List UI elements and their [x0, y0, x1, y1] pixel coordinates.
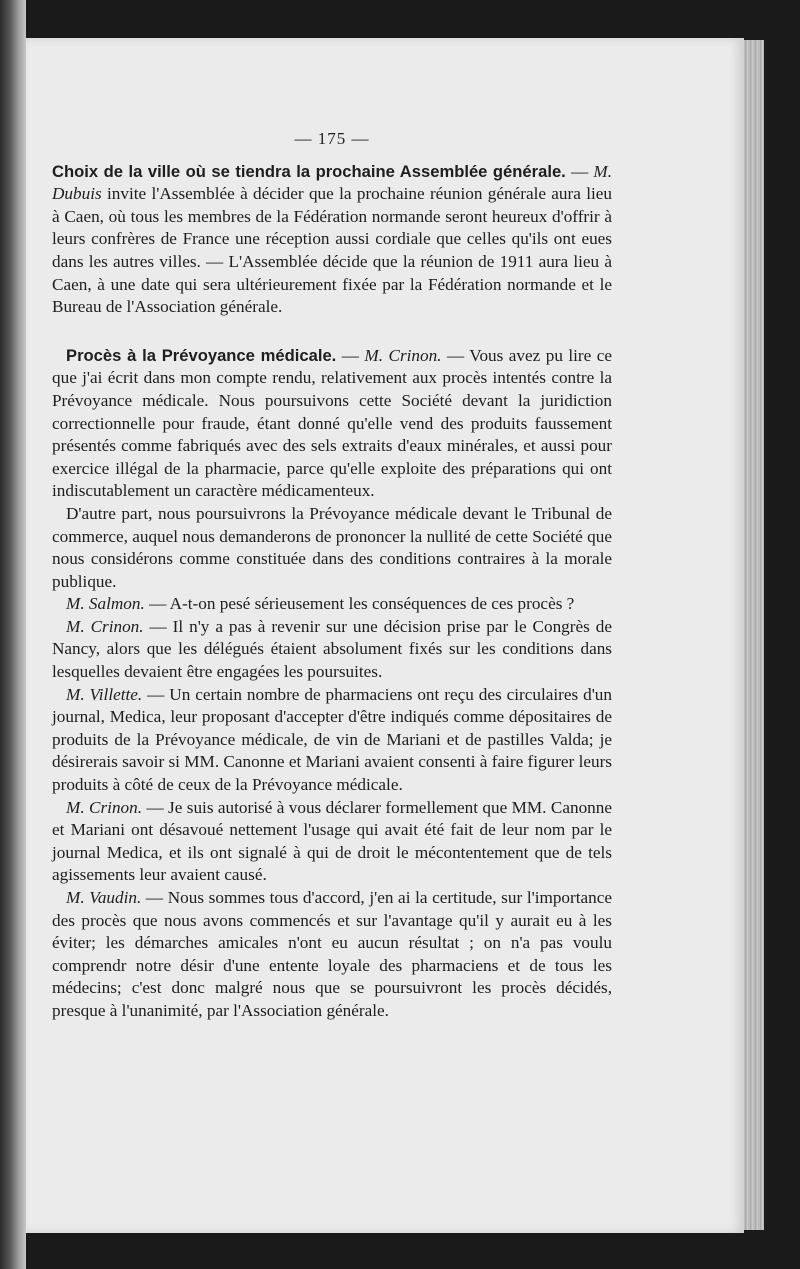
paragraph-text: — Je suis autorisé à vous déclarer formellement que MM. Canonne et Mariani ont désavoué nettement l'usage qui avait été fait de leur nom par le journal Medica, et ils ont signalé à qui de droit le mécontentement que de tels agissements leur avaient causé. — [52, 797, 612, 885]
paragraph — [52, 887, 612, 1023]
paragraph-text: — Un certain nombre de pharmaciens ont reçu des circulaires d'un journal, Medica, leur proposant d'accepter d'être indiqués comme dépositaires de produits de la Prévoyance médicale, de vin de Mariani et de pastilles Valda; je désirerais savoir si MM. Canonne et Mariani avaient consenti à faire figurer leurs produits à côté de ceux de la Prévoyance médicale. — [52, 684, 612, 795]
speaker-name: M. Vaudin. — [66, 888, 142, 907]
speaker-name: M. Crinon. — [66, 797, 143, 817]
book-left-edge — [0, 0, 26, 1269]
paragraph-text: — Vous avez pu lire ce que j'ai écrit dans mon compte rendu, relativement aux procès intentés contre la Prévoyance médicale. Nous poursuivons cette Société devant la juridiction correctionnelle pour fraude, étant donné qu'elle vend des produits faussement présentés comme fabriqués avec des sels extraits d'eaux minérales, et aussi pour exercice illégal de la pharmacie, parce qu'elle exploite des préparations qui ont indiscutablement un caractère médicamenteux. — [52, 345, 612, 501]
paragraph-choix-ville — [52, 161, 612, 319]
section-heading: Choix de la ville où se tiendra la prochaine Assemblée générale. — [52, 161, 566, 181]
speaker-name: M. Dubuis — [52, 161, 612, 204]
speaker-name: M. Salmon. — [66, 594, 145, 614]
speaker-name: M. Villette. — [66, 684, 143, 704]
paragraph — [52, 684, 612, 797]
paragraph-text: D'autre part, nous poursuivrons la Prévoyance médicale devant le Tribunal de commerce, auquel nous demanderons de prononcer la nullité de cette Société que nous considérons comme constituée dans des conditions contraires à la morale publique. — [52, 503, 612, 591]
dash: — — [336, 345, 365, 365]
paragraph — [52, 503, 612, 593]
page-number: — 175 — — [294, 129, 370, 148]
dash: — — [565, 161, 594, 181]
page-stack-edge — [744, 40, 764, 1230]
paragraph-proces — [52, 345, 612, 503]
page-text — [52, 128, 612, 1023]
paragraph-text: — Nous sommes tous d'accord, j'en ai la certitude, sur l'importance des procès que nous avons commencés et sur l'avantage qu'il y aurait eu à les éviter; les démarches amicales n'ont eu aucun résultat ; on n'a pas voulu comprendr notre désir d'une entente loyale des pharmaciens et de tous les médecins; c'est donc malgré nous que se poursuivront les procès décidés, presque à l'unanimité, par l'Association générale. — [52, 888, 613, 1020]
paragraph — [52, 797, 612, 887]
paragraph-text: — A-t-on pesé sérieusement les conséquences de ces procès ? — [144, 594, 575, 614]
speaker-name: M. Crinon. — [66, 616, 144, 636]
paragraph — [52, 616, 612, 684]
paragraph-text: — Il n'y a pas à revenir sur une décision prise par le Congrès de Nancy, alors que les délégués étaient absolument fixés sur les conditions dans lesquelles devaient être engagées les poursuites. — [52, 616, 612, 682]
section-heading: Procès à la Prévoyance médicale. — [66, 345, 337, 365]
speaker-name: M. Crinon. — [364, 345, 442, 365]
paragraph-text: invite l'Assemblée à décider que la prochaine réunion générale aura lieu à Caen, où tous les membres de la Fédération normande seront heureux d'offrir à leurs confrères de France une réception aussi cordiale que celles qu'ils ont eues dans les autres villes. — L'Assemblée décide que la réunion de 1911 aura lieu à Caen, à une date qui sera ultérieurement fixée par la Fédération normande et le Bureau de l'Association générale. — [52, 184, 612, 317]
section-gap — [52, 319, 612, 345]
paragraph — [52, 593, 612, 616]
